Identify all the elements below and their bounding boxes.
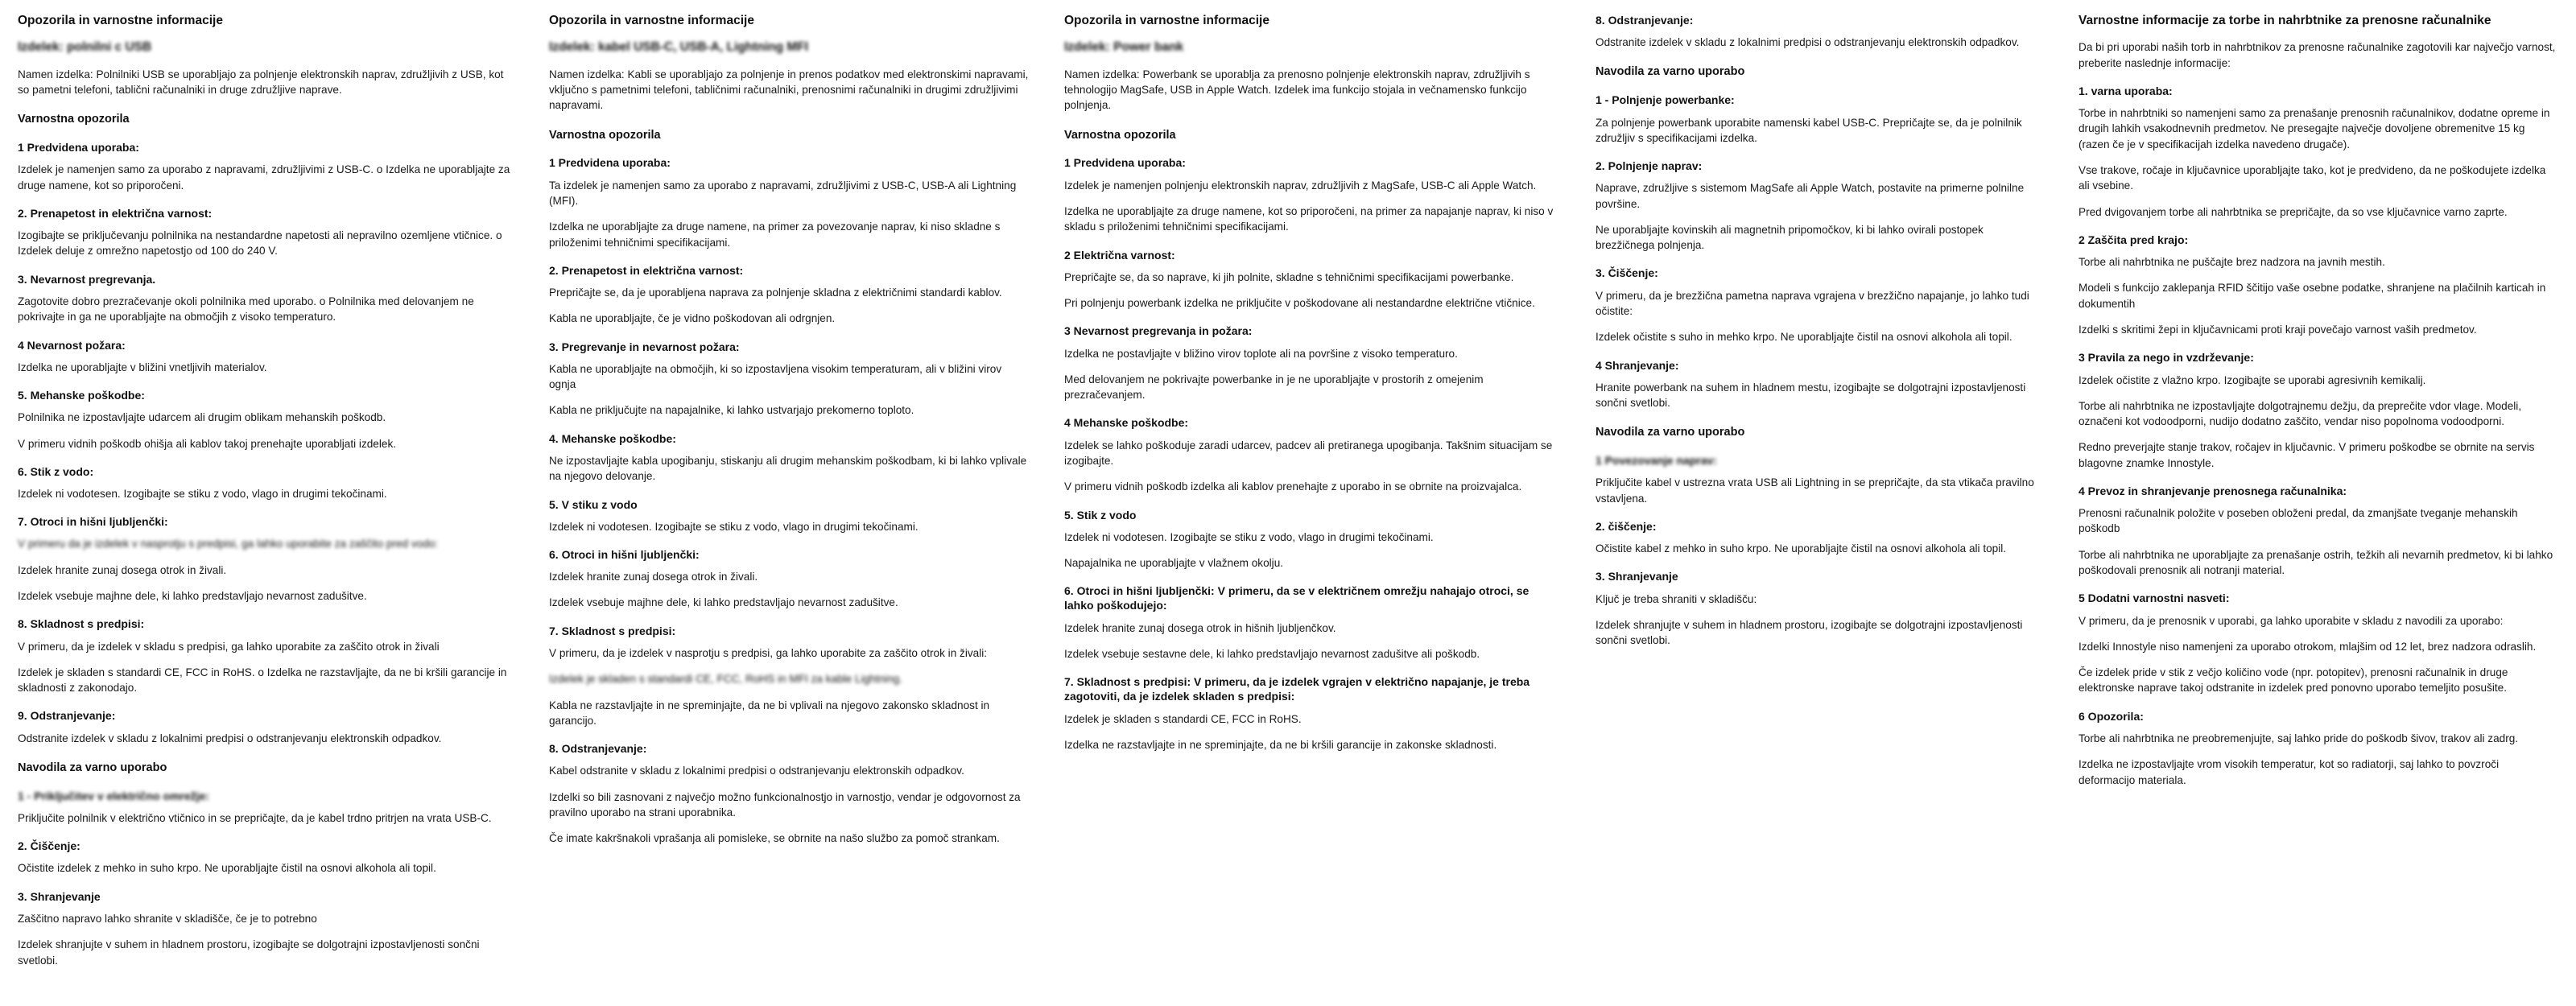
section-subtitle-product: Izdelek: polnilni c USB: [18, 40, 152, 55]
paragraph: Če imate kakršnakoli vprašanja ali pomislekе, se obrnite na našo službo za pomoč strankam.: [549, 832, 1000, 845]
paragraph: Očistite kabel z mehko in suho krpo. Ne uporabljajte čistil na osnovi alkohola ali topil.: [1596, 542, 2007, 555]
subsection-heading: 2. čiščenje:: [1596, 519, 1657, 533]
subsection-heading: 3 Nevarnost pregrevanja in požara:: [1064, 324, 1253, 338]
paragraph: Torbe ali nahrbtnika ne preobremenjujte, saj lahko pride do poškodb šivov, trakov ali zadrg.: [2079, 732, 2519, 744]
document-column-backpack: [2061, 13, 2576, 1006]
subsection-heading: 6. Otroci in hišni ljubljenčki: V primeru, da se v električnem omrežju nahajajo otroci, se lahko poškodujejo:: [1064, 584, 1530, 612]
section-subtitle-product: Izdelek: Power bank: [1064, 40, 1184, 55]
paragraph: Izdelka ne razstavljajte in ne spreminjajte, da ne bi kršili garancije in zakonske skladnosti.: [1064, 738, 1497, 751]
subsection-heading: 1 - Polnjenje powerbanke:: [1596, 93, 1735, 107]
paragraph: V primeru, da je izdelek v skladu s predpisi, ga lahko uporabite za zaščito otrok in živali: [18, 640, 440, 653]
paragraph: Priključite polnilnik v električno vtičnico in se prepričajte, da je kabel trdno pritrjen na vrata USB-C.: [18, 811, 492, 824]
paragraph: Odstranite izdelek v skladu z lokalnimi predpisi o odstranjevanju elektronskih odpadkov.: [1596, 36, 2020, 49]
paragraph: Izdelek vsebuje sestavne dele, ki lahko predstavljajo nevarnost zadušitve ali poškodb.: [1064, 647, 1480, 660]
paragraph: Izdelki so bili zasnovani z največjo možno funkcionalnostjo in varnostjo, vendar je odgovornost za pravilno uporabo na strani uporabnika.: [549, 790, 1021, 818]
paragraph: Izdelki s skritimi žepi in ključavnicami proti kraji povečajo varnost vaših predmetov.: [2079, 324, 2477, 336]
subsection-heading: 8. Skladnost s predpisi:: [18, 617, 145, 631]
section-subtitle-product: Izdelek: kabel USB-C, USB-A, Lightning MFI: [549, 40, 809, 55]
paragraph: Pred dvigovanjem torbe ali nahrbtnika se prepričajte, da so vse ključavnice varno zaprte.: [2079, 205, 2508, 218]
paragraph: Izdelek hranite zunaj dosega otrok in živali.: [18, 563, 227, 576]
section-title: Varnostne informacije za torbe in nahrbtnike za prenosne računalnike: [2079, 14, 2491, 27]
subsection-heading: 2. Prenapetost in električna varnost:: [18, 206, 213, 220]
paragraph: Izdelek je namenjen samo za uporabo z napravami, združljivimi z USB-C. o Izdelka ne uporabljajte za druge namene, kot so priporočeni.: [18, 163, 510, 192]
section-title: Opozorila in varnostne informacije: [18, 14, 223, 27]
paragraph: V primeru, da je brezžična pametna naprava vgrajena v brezžično napajanje, jo lahko tudi očistite:: [1596, 289, 2029, 317]
paragraph: Za polnjenje powerbank uporabite namenski kabel USB-C. Prepričajte se, da je polnilnik združljiv s specifikacijami izdelka.: [1596, 116, 2022, 144]
section-heading: Navodila za varno uporabo: [1596, 65, 1745, 79]
paragraph: Izdelek vsebuje majhne dele, ki lahko predstavljajo nevarnost zadušitve.: [18, 590, 367, 603]
subsection-heading: 1 Predvidena uporaba:: [18, 141, 139, 155]
paragraph: Redno preverjajte stanje trakov, ročajev in ključavnic. V primeru poškodbe se obrnite na servis blagovne znamke Innostyle.: [2079, 441, 2535, 469]
paragraph: Vse trakove, ročaje in ključavnice uporabljajte tako, kot je predvideno, da ne poškodujete izdelka ali vsebine.: [2079, 164, 2546, 192]
paragraph: Izdelek ni vodotesen. Izogibajte se stiku z vodo, vlago in drugimi tekočinami.: [549, 520, 919, 533]
subsection-heading: 4 Prevoz in shranjevanje prenosnega računalnika:: [2079, 484, 2347, 497]
paragraph: Izdelek shranjujte v suhem in hladnem prostoru, izogibajte se dolgotrajni izpostavljenosti sončni svetlobi.: [1596, 618, 2023, 647]
paragraph: Ta izdelek je namenjen samo za uporabo z napravami, združljivimi z USB-C, USB-A ali Lightning (MFI).: [549, 179, 1017, 207]
subsection-heading: 5 Dodatni varnostni nasveti:: [2079, 592, 2230, 605]
paragraph: Kabla ne uporabljajte, če je vidno poškodovan ali odrgnjen.: [549, 312, 836, 325]
paragraph: V primeru, da je prenosnik v uporabi, ga lahko uporabite v skladu z navodili za uporabo:: [2079, 614, 2504, 627]
subsection-heading: 2. Polnjenje naprav:: [1596, 159, 1703, 173]
paragraph: Prenosni računalnik položite v poseben obloženi predal, da zmanjšate tveganje mehanskih poškodb: [2079, 507, 2518, 535]
paragraph: Izdelek je skladen s standardi CE, FCC in RoHS.: [1064, 712, 1302, 725]
paragraph: Izdelek je namenjen polnjenju elektronskih naprav, združljivih z MagSafe, USB-C ali Apple Watch.: [1064, 179, 1537, 192]
paragraph: Zaščitno napravo lahko shranite v skladišče, če je to potrebno: [18, 912, 317, 925]
paragraph: Namen izdelka: Polnilniki USB se uporabljajo za polnjenje elektronskih naprav, združljivih z USB, kot so pametni telefoni, tablični računalniki in druge združljive naprave.: [18, 68, 504, 97]
subsection-heading: 2 Električna varnost:: [1064, 248, 1175, 262]
section-heading: Navodila za varno uporabo: [1596, 426, 1745, 439]
section-heading: Navodila za varno uporabo: [18, 761, 167, 774]
section-heading: Varnostna opozorila: [1064, 128, 1176, 142]
subsection-heading: 3. Čiščenje:: [1596, 266, 1658, 280]
paragraph: Hranite powerbank na suhem in hladnem mestu, izogibajte se dolgotrajni izpostavljenosti sončni svetlobi.: [1596, 381, 2026, 410]
paragraph: Izdelka ne uporabljajte v bližini vnetljivih materialov.: [18, 361, 267, 373]
paragraph: Pri polnjenju powerbank izdelka ne priključite v poškodovane ali nestandardne električne vtičnice.: [1064, 297, 1535, 310]
paragraph-obscured: Izdelek je skladen s standardi CE, FCC, RoHS in MFI za kable Lightning.: [549, 673, 902, 686]
paragraph: Ključ je treba shraniti v skladišču:: [1596, 592, 1757, 605]
paragraph: Modeli s funkcijo zaklepanja RFID ščitijo vaše osebne podatke, shranjene na plačilnih karticah in dokumentih: [2079, 282, 2546, 310]
subsection-heading: 3. Pregrevanje in nevarnost požara:: [549, 340, 740, 353]
section-heading: Varnostna opozorila: [18, 113, 130, 126]
subsection-heading: 7. Skladnost s predpisi: V primeru, da je izdelek vgrajen v električno napajanje, je treba zagotoviti, da je izdelek skladen s predpisi:: [1064, 675, 1530, 703]
paragraph: Izdelka ne uporabljajte za druge namene, na primer za povezovanje naprav, ki niso skladne s priloženimi tehničnimi specifikacijami.: [549, 221, 1001, 249]
subsection-heading: 9. Odstranjevanje:: [18, 709, 116, 723]
paragraph: Med delovanjem ne pokrivajte powerbanke in je ne uporabljajte v prostorih z omejenim prezračevanjem.: [1064, 373, 1484, 402]
section-title: Opozorila in varnostne informacije: [549, 14, 754, 27]
paragraph: Torbe ali nahrbtnika ne izpostavljajte dolgotrajnemu dežju, da preprečite vdor vlage. Modeli, označeni kot vodoodporni, nudijo dodatno zaščito, vendar niso popolnoma vodoodporni.: [2079, 399, 2522, 428]
paragraph: Izdelek je skladen s standardi CE, FCC in RoHS. o Izdelka ne razstavljajte, da ne bi kršili garancije in skladnosti z zakonodajo.: [18, 666, 507, 695]
subsection-heading: 3. Shranjevanje: [1596, 570, 1678, 583]
subsection-heading-obscured: 1 - Priključitev v električno omrežje:: [18, 789, 210, 802]
paragraph: Prepričajte se, da so naprave, ki jih polnite, skladne s tehničnimi specifikacijami powerbanke.: [1064, 270, 1514, 283]
paragraph: Izdelek očistite z vlažno krpo. Izogibajte se uporabi agresivnih kemikalij.: [2079, 373, 2426, 386]
paragraph: Izdelek očistite s suho in mehko krpo. Ne uporabljajte čistil na osnovi alkohola ali topil.: [1596, 331, 2013, 344]
paragraph: Izdelki Innostyle niso namenjeni za uporabo otrokom, mlajšim od 12 let, brez nadzora odraslih.: [2079, 640, 2537, 653]
paragraph: Naprave, združljive s sistemom MagSafe ali Apple Watch, postavite na primerne polnilne površine.: [1596, 182, 2025, 210]
subsection-heading: 7. Otroci in hišni ljubljenčki:: [18, 515, 168, 529]
subsection-heading: 7. Skladnost s predpisi:: [549, 624, 676, 637]
paragraph: V primeru, da je izdelek v nasprotju s predpisi, ga lahko uporabite za zaščito otrok in živali:: [549, 646, 988, 659]
subsection-heading: 3. Shranjevanje: [18, 889, 101, 903]
section-title: Opozorila in varnostne informacije: [1064, 14, 1269, 27]
section-heading: Varnostna opozorila: [549, 128, 661, 142]
paragraph: Torbe in nahrbtniki so namenjeni samo za prenašanje prenosnih računalnikov, dodatne opreme in drugih lahkih vsakodnevnih predmetov. Ne presegajte največje dovoljene obremenitve 15 kg (razen če je v specifikacijah izdelka navedeno drugače).: [2079, 107, 2550, 150]
paragraph: Izdelek hranite zunaj dosega otrok in hišnih ljubljenčkov.: [1064, 621, 1336, 634]
paragraph: Izdelek se lahko poškoduje zaradi udarcev, padcev ali pretiranega upogibanja. Takšnim situacijam se izogibajte.: [1064, 439, 1553, 467]
subsection-heading: 8. Odstranjevanje:: [1596, 14, 1694, 27]
paragraph: Torbe ali nahrbtnika ne uporabljajte za prenašanje ostrih, težkih ali nevarnih predmetov, ki bi lahko poškodovali prenosnik ali notranji material.: [2079, 548, 2553, 577]
document-column-powerbank-continued: [1578, 13, 2061, 1006]
subsection-heading: 2 Zaščita pred krajo:: [2079, 233, 2189, 246]
paragraph: Prepričajte se, da je uporabljena naprava za polnjenje skladna z električnimi standardi kablov.: [549, 287, 1002, 299]
subsection-heading: 4 Nevarnost požara:: [18, 338, 126, 352]
paragraph: Priključite kabel v ustrezna vrata USB ali Lightning in se prepričajte, da sta vtikača pravilno vstavljena.: [1596, 476, 2034, 505]
paragraph: Izogibajte se priključevanju polnilnika na nestandardne napetosti ali nepravilno ozemljene vtičnice. o Izdelek deluje z omrežno napetostjo od 100 do 240 V.: [18, 229, 502, 258]
paragraph: Če izdelek pride v stik z večjo količino vode (npr. potopitev), prenosni računalnik in druge elektronske naprave takoj odstranite in izdelek pred ponovno uporabo temeljito posušite.: [2079, 666, 2508, 695]
document-column-lightning-cable: [531, 13, 1046, 1006]
paragraph: Izdelek vsebuje majhne dele, ki lahko predstavljajo nevarnost zadušitve.: [549, 596, 898, 609]
paragraph: Izdelka ne postavljajte v bližino virov toplote ali na površine z visoko temperaturo.: [1064, 347, 1458, 360]
paragraph: Ne izpostavljajte kabla upogibanju, stiskanju ali drugim mehanskim poškodbam, ki bi lahko vplivale na njegovo delovanje.: [549, 454, 1027, 483]
paragraph-obscured: V primeru da je izdelek v nasprotju s predpisi, ga lahko uporabite za zaščito pred vodo:: [18, 538, 439, 550]
paragraph: Napajalnika ne uporabljajte v vlažnem okolju.: [1064, 556, 1284, 569]
document-column-powerbank: [1046, 13, 1578, 1006]
subsection-heading: 6 Opozorila:: [2079, 709, 2144, 723]
subsection-heading: 1 Predvidena uporaba:: [549, 156, 671, 170]
paragraph: Kabla ne razstavljajte in ne spreminjajte, da ne bi vplivali na njegovo zakonsko skladnost in garancijo.: [549, 699, 990, 727]
paragraph: Izdelek ni vodotesen. Izogibajte se stiku z vodo, vlago in drugimi tekočinami.: [1064, 530, 1434, 543]
subsection-heading: 3. Nevarnost pregrevanja.: [18, 272, 156, 286]
subsection-heading: 5. Mehanske poškodbe:: [18, 389, 145, 402]
subsection-heading: 2. Prenapetost in električna varnost:: [549, 263, 744, 277]
subsection-heading: 8. Odstranjevanje:: [549, 742, 647, 756]
paragraph: Kabel odstranite v skladu z lokalnimi predpisi o odstranjevanju elektronskih odpadkov.: [549, 765, 964, 777]
paragraph: Polnilnika ne izpostavljajte udarcem ali drugim oblikam mehanskih poškodb.: [18, 411, 386, 424]
paragraph: Očistite izdelek z mehko in suho krpo. Ne uporabljajte čistil na osnovi alkohola ali topil.: [18, 862, 436, 875]
paragraph: Zagotovite dobro prezračevanje okoli polnilnika med uporabo. o Polnilnika med delovanjem ne pokrivajte in ga ne uporabljajte na območjih z visoko temperaturo.: [18, 295, 474, 324]
paragraph: Izdelka ne uporabljajte za druge namene, kot so priporočeni, na primer za napajanje naprav, ki niso v skladu s priloženimi tehničnimi specifikacijami.: [1064, 204, 1554, 233]
paragraph: Kabla ne uporabljajte na območjih, ki so izpostavljena visokim temperaturam, ali v bližini virov ognja: [549, 362, 1002, 391]
document-column-usb-cable: [0, 13, 531, 1006]
subsection-heading: 6. Otroci in hišni ljubljenčki:: [549, 547, 700, 561]
paragraph: Kabla ne priključujte na napajalnike, ki lahko ustvarjajo prekomerno toploto.: [549, 404, 914, 417]
subsection-heading: 1. varna uporaba:: [2079, 84, 2173, 97]
subsection-heading: 4. Mehanske poškodbe:: [549, 431, 676, 445]
paragraph: Da bi pri uporabi naših torb in nahrbtnikov za prenosne računalnike zagotovili kar največjo varnost, preberite naslednje informacije:: [2079, 41, 2556, 69]
subsection-heading: 3 Pravila za nego in vzdrževanje:: [2079, 351, 2254, 365]
subsection-heading: 5. V stiku z vodo: [549, 497, 638, 511]
subsection-heading: 4 Shranjevanje:: [1596, 358, 1679, 372]
subsection-heading: 6. Stik z vodo:: [18, 464, 94, 478]
paragraph: Izdelek ni vodotesen. Izogibajte se stiku z vodo, vlago in drugimi tekočinami.: [18, 487, 387, 500]
subsection-heading-obscured: 1 Povezovanje naprav:: [1596, 454, 1717, 468]
paragraph: Odstranite izdelek v skladu z lokalnimi predpisi o odstranjevanju elektronskih odpadkov.: [18, 732, 442, 744]
subsection-heading: 5. Stik z vodo: [1064, 508, 1137, 522]
subsection-heading: 2. Čiščenje:: [18, 839, 80, 853]
paragraph: Namen izdelka: Kabli se uporabljajo za polnjenje in prenos podatkov med elektronskimi napravami, vključno s pametnimi telefoni, tabličnimi računalniki, prenosnimi računalniki in drugimi združljivimi napravami.: [549, 68, 1029, 112]
paragraph: Ne uporabljajte kovinskih ali magnetnih pripomočkov, ki bi lahko ovirali postopek brezžičnega polnjenja.: [1596, 223, 1984, 252]
subsection-heading: 1 Predvidena uporaba:: [1064, 156, 1186, 170]
paragraph: Izdelka ne izpostavljajte vrom visokih temperatur, kot so radiatorji, saj lahko to povzroči deformacijo materiala.: [2079, 758, 2500, 786]
paragraph: Izdelek hranite zunaj dosega otrok in živali.: [549, 571, 758, 583]
paragraph: V primeru vidnih poškodb izdelka ali kablov prenehajte z uporabo in se obrnite na proizvajalca.: [1064, 480, 1522, 493]
paragraph: V primeru vidnih poškodb ohišja ali kablov takoj prenehajte uporabljati izdelek.: [18, 437, 397, 450]
paragraph: Torbe ali nahrbtnika ne puščajte brez nadzora na javnih mestih.: [2079, 256, 2385, 269]
paragraph: Namen izdelka: Powerbank se uporablja za prenosno polnjenje elektronskih naprav, združljivih s tehnologijo MagSafe, USB in Apple Watch. Izdelek ima funkcijo stojala in večnamensko funkcijo polnjenja.: [1064, 68, 1530, 112]
paragraph: Izdelek shranjujte v suhem in hladnem prostoru, izogibajte se dolgotrajni izpostavljenosti sončni svetlobi.: [18, 938, 480, 967]
subsection-heading: 4 Mehanske poškodbe:: [1064, 416, 1189, 430]
